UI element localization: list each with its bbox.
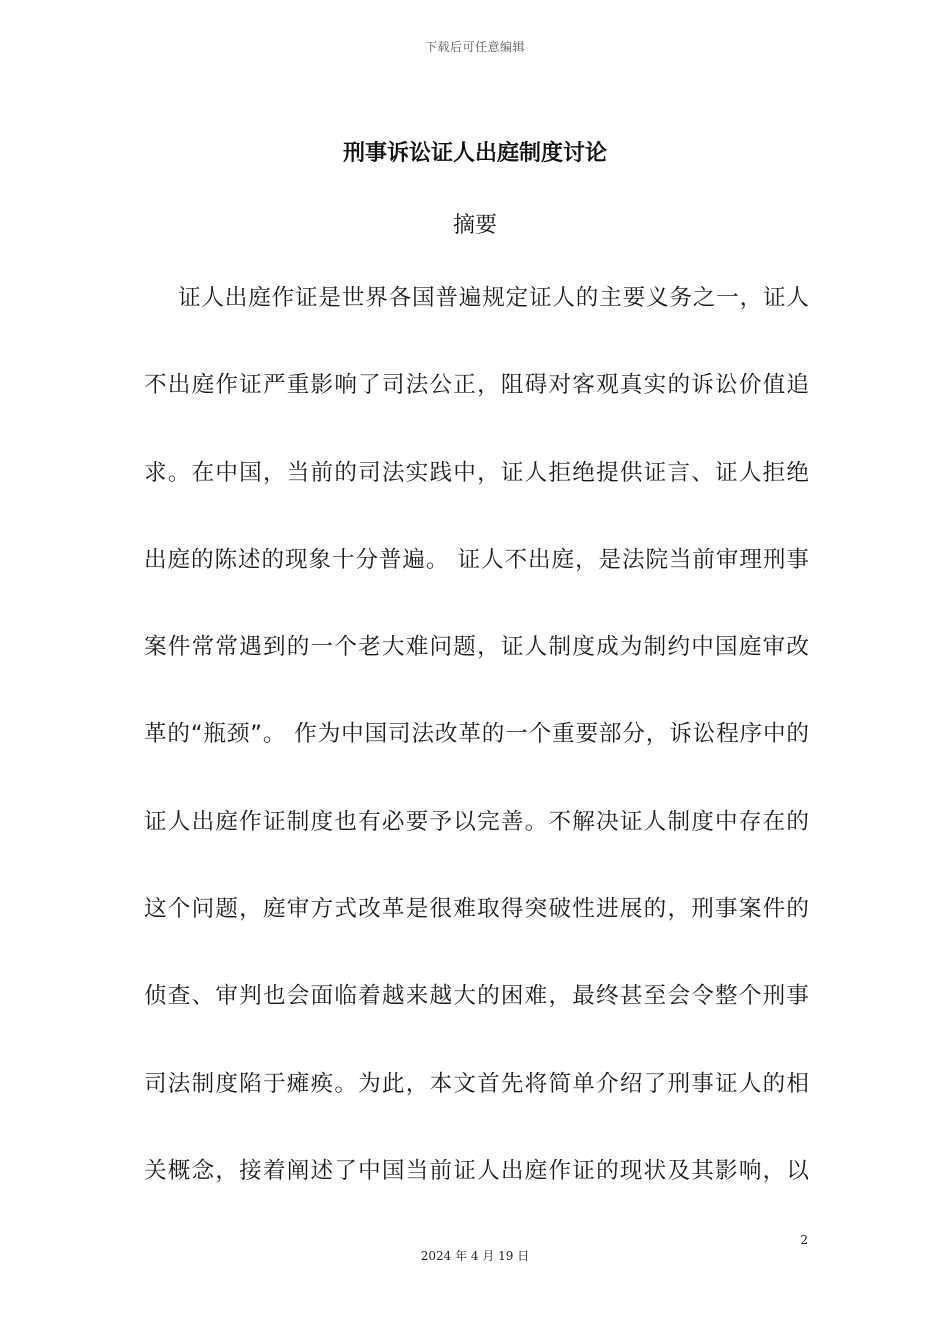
- page-footer-date: 2024 年 4 月 19 日: [420, 1249, 530, 1263]
- page-header: 下载后可任意编辑: [424, 40, 525, 54]
- page-number: 2: [800, 1233, 808, 1247]
- body-line: 不出庭作证严重影响了司法公正，阻碍对客观真实的诉讼价值追: [144, 372, 809, 399]
- body-line: 革的“瓶颈”。 作为中国司法改革的一个重要部分，诉讼程序中的: [144, 721, 809, 748]
- body-line: 求。在中国，当前的司法实践中，证人拒绝提供证言、证人拒绝: [144, 459, 809, 486]
- body-line: 侦查、审判也会面临着越来越大的困难，最终甚至会令整个刑事: [144, 983, 809, 1010]
- body-line: 关概念，接着阐述了中国当前证人出庭作证的现状及其影响，以: [144, 1157, 809, 1184]
- document-title: 刑事诉讼证人出庭制度讨论: [342, 141, 607, 166]
- abstract-heading: 摘要: [452, 213, 497, 238]
- body-line: 司法制度陷于瘫痪。为此，本文首先将简单介绍了刑事证人的相: [144, 1070, 809, 1097]
- body-line: 案件常常遇到的一个老大难问题，证人制度成为制约中国庭审改: [144, 634, 809, 661]
- body-line: 证人出庭作证是世界各国普遍规定证人的主要义务之一，证人: [178, 285, 809, 311]
- body-line: 出庭的陈述的现象十分普遍。 证人不出庭，是法院当前审理刑事: [144, 546, 809, 573]
- body-line: 证人出庭作证制度也有必要予以完善。不解决证人制度中存在的: [144, 808, 809, 835]
- body-line: 这个问题，庭审方式改革是很难取得突破性进展的，刑事案件的: [144, 896, 809, 923]
- abstract-body: [144, 280, 809, 1240]
